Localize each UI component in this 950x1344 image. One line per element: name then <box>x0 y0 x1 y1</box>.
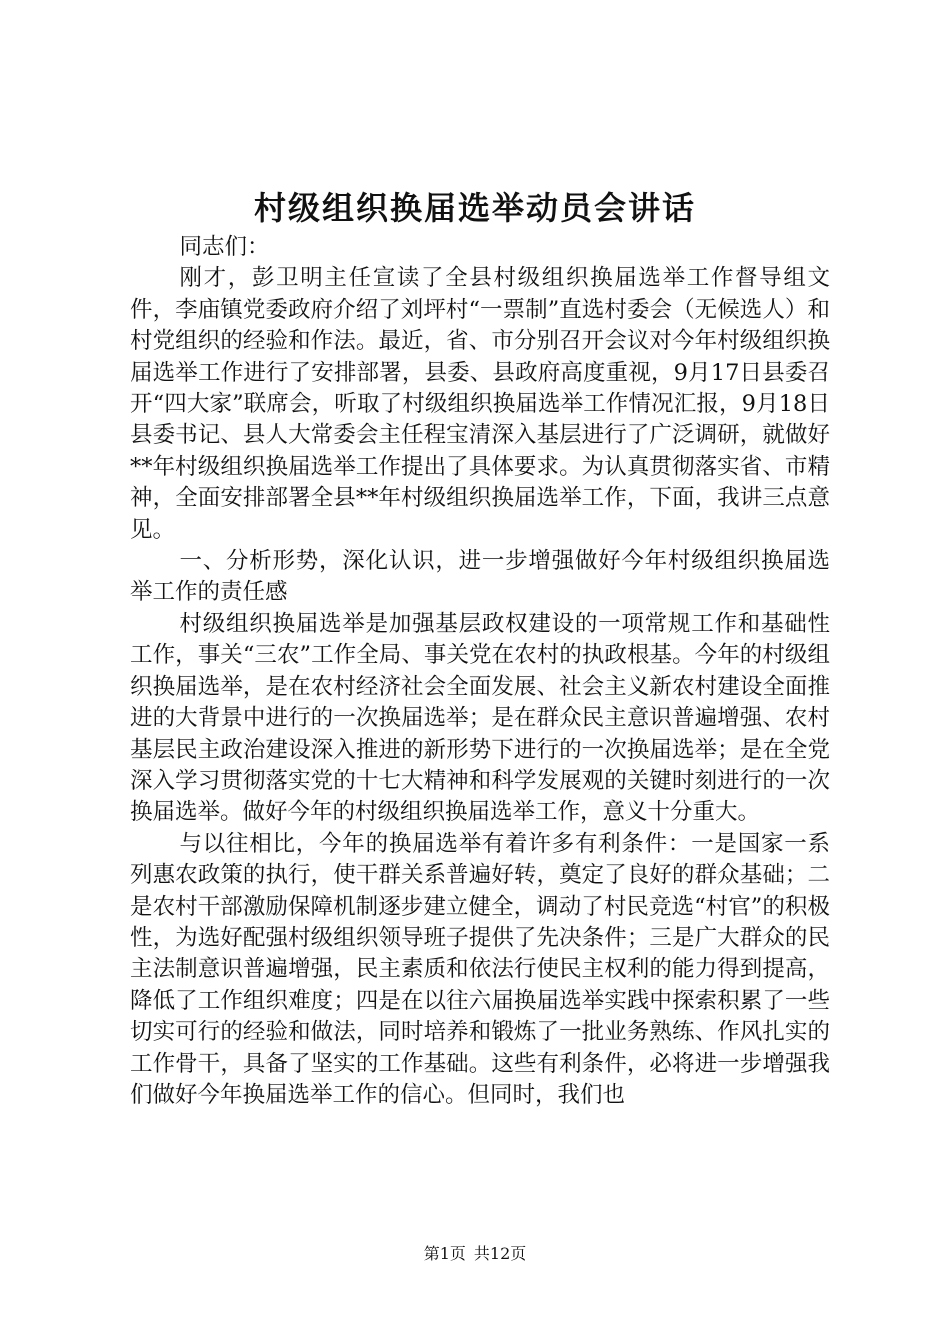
section-heading-1: 一、分析形势，深化认识，进一步增强做好今年村级组织换届选举工作的责任感 <box>130 548 830 606</box>
salutation-paragraph: 同志们： <box>179 234 270 260</box>
document-title: 村级组织换届选举动员会讲话 <box>253 189 696 227</box>
body-paragraph: 与以往相比，今年的换届选举有着许多有利条件：一是国家一系列惠农政策的执行，使干群关系普遍好转，奠定了良好的群众基础；二是农村干部激励保障机制逐步建立健全，调动了村民竞选“村官”的积极性，为选好配强村级组织领导班子提供了先决条件；三是广大群众的民主法制意识普遍增强，民主素质和依法行使民主权利的能力得到提高，降低了工作组织难度；四是在以往六届换届选举实践中探索积累了一些切实可行的经验和做法，同时培养和锻炼了一批业务熟练、作风扎实的工作骨干，具备了坚实的工作基础。这些有利条件，必将进一步增强我们做好今年换届选举工作的信心。但同时，我们也 <box>130 830 830 1108</box>
page-total: 共12页 <box>473 1244 527 1263</box>
document-body <box>130 232 830 1111</box>
page-number: 第1页 <box>423 1244 466 1263</box>
page-footer <box>0 1243 950 1265</box>
opening-paragraph: 刚才，彭卫明主任宣读了全县村级组织换届选举工作督导组文件，李庙镇党委政府介绍了刘坪村“一票制”直选村委会（无候选人）和村党组织的经验和作法。最近，省、市分别召开会议对今年村级组织换届选举工作进行了安排部署，县委、县政府高度重视，9月17日县委召开“四大家”联席会，听取了村级组织换届选举工作情况汇报，9月18日县委书记、县人大常委会主任程宝清深入基层进行了广泛调研，就做好**年村级组织换届选举工作提出了具体要求。为认真贯彻落实省、市精神，全面安排部署全县**年村级组织换届选举工作，下面，我讲三点意见。 <box>130 265 830 543</box>
body-paragraph: 村级组织换届选举是加强基层政权建设的一项常规工作和基础性工作，事关“三农”工作全局、事关党在农村的执政根基。今年的村级组织换届选举，是在农村经济社会全面发展、社会主义新农村建设全面推进的大背景中进行的一次换届选举；是在群众民主意识普遍增强、农村基层民主政治建设深入推进的新形势下进行的一次换届选举；是在全党深入学习贯彻落实党的十七大精神和科学发展观的关键时刻进行的一次换届选举。做好今年的村级组织换届选举工作，意义十分重大。 <box>130 610 830 826</box>
